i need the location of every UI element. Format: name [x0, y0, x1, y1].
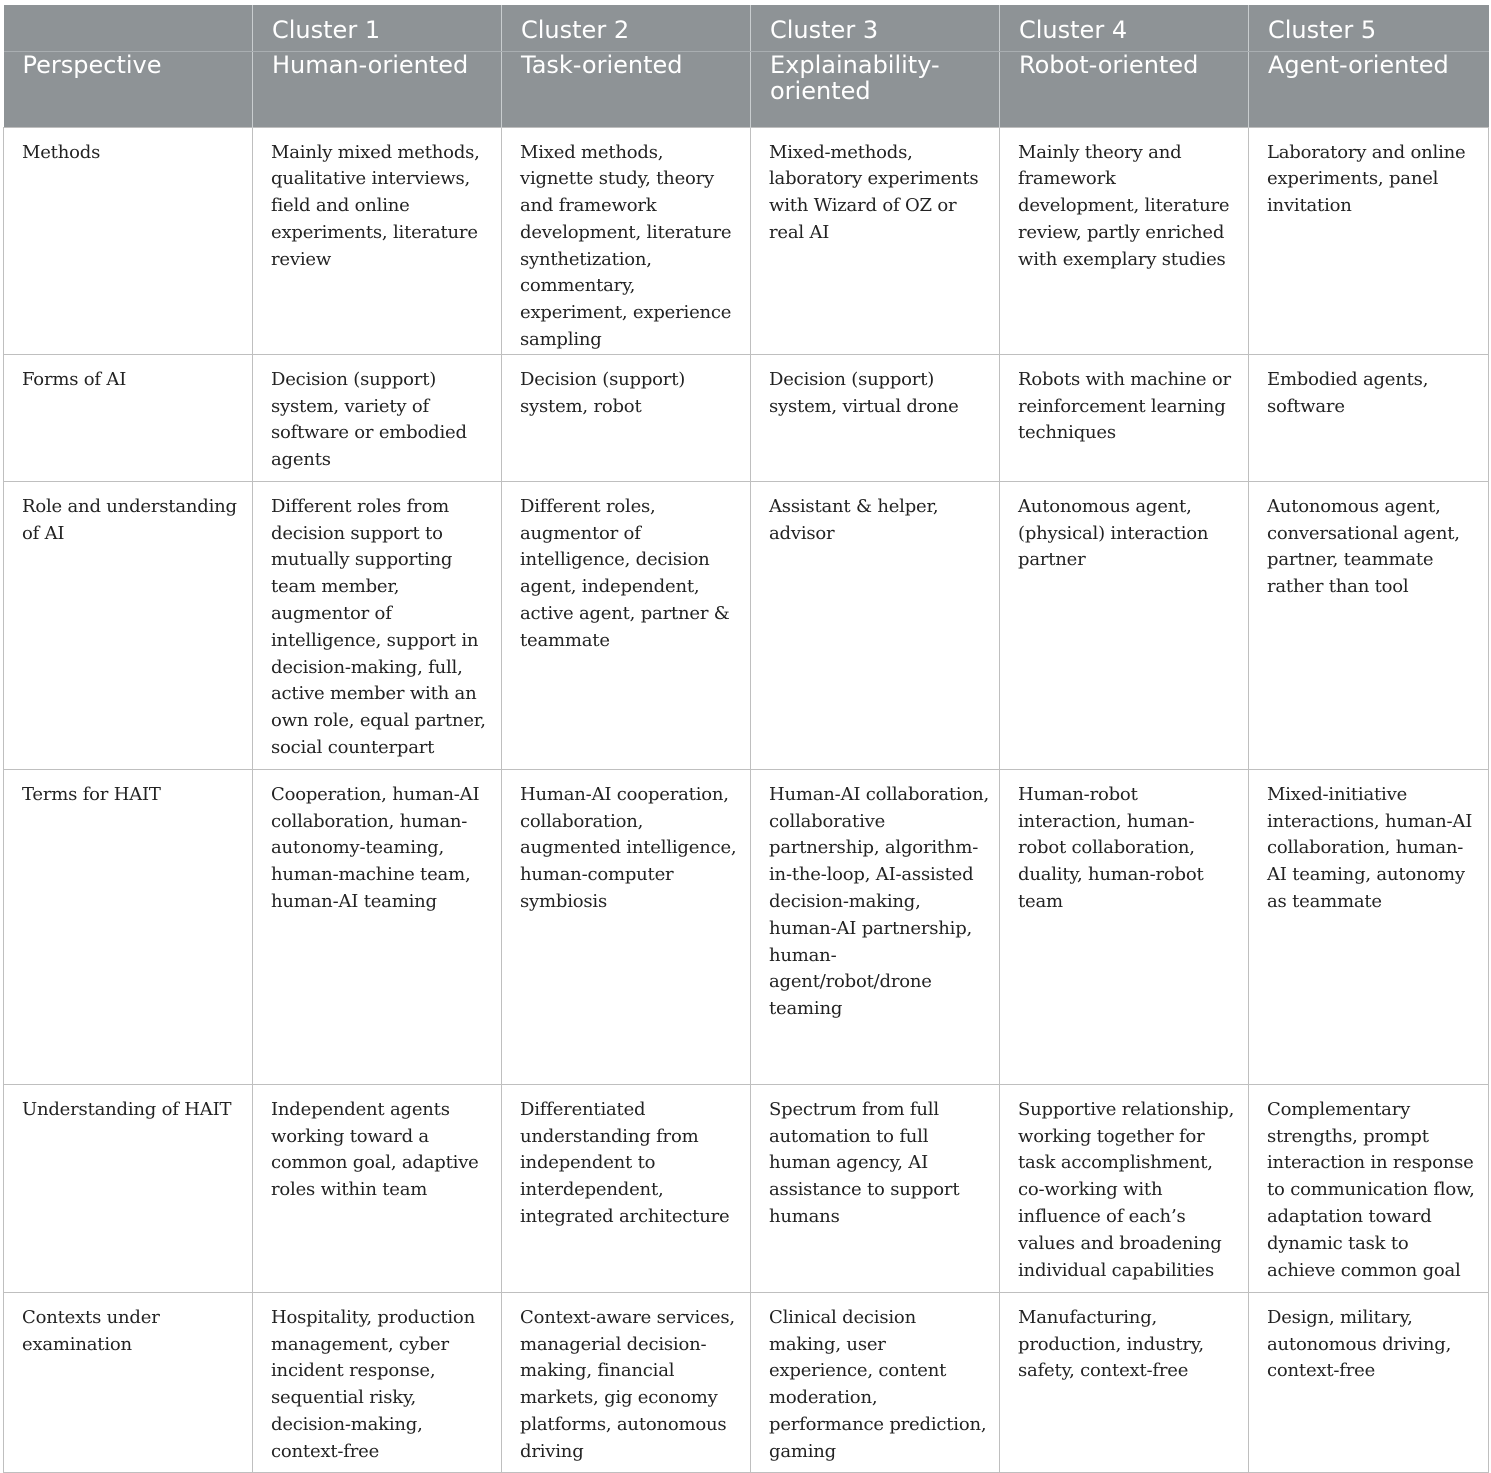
table-cell: Decision (support) system, variety of software or embodied agents	[253, 354, 502, 481]
table-header	[4, 5, 1489, 127]
table-cell: Complementary strengths, prompt interaction in response to communication flow, adaptation toward dynamic task to achieve common goal	[1249, 1084, 1489, 1292]
table-cell: Robots with machine or reinforcement learning techniques	[1000, 354, 1249, 481]
table-cell: Decision (support) system, virtual drone	[751, 354, 1000, 481]
table-cell: Spectrum from full automation to full human agency, AI assistance to support humans	[751, 1084, 1000, 1292]
cluster-comparison-table	[3, 5, 1489, 1473]
row-label: Forms of AI	[4, 354, 253, 481]
table-cell: Autonomous agent, conversational agent, partner, teammate rather than tool	[1249, 481, 1489, 769]
table-cell: Differentiated understanding from independent to interdependent, integrated architecture	[502, 1084, 751, 1292]
table-row-terms-for-hait	[4, 769, 1489, 1084]
table-cell: Manufacturing, production, industry, safety, context-free	[1000, 1292, 1249, 1472]
header-cell-explainability-oriented: Explainability-oriented	[751, 51, 1000, 127]
table-cell: Different roles, augmentor of intelligence, decision agent, independent, active agent, partner & teammate	[502, 481, 751, 769]
table-row-methods	[4, 127, 1489, 354]
header-cell-cluster-4: Cluster 4	[1000, 5, 1249, 51]
table-row-forms-of-ai	[4, 354, 1489, 481]
table-row-understanding-of-hait	[4, 1084, 1489, 1292]
table-cell: Independent agents working toward a common goal, adaptive roles within team	[253, 1084, 502, 1292]
table-cell: Different roles from decision support to mutually supporting team member, augmentor of intelligence, support in decision-making, full, active member with an own role, equal partner, social counterpart	[253, 481, 502, 769]
table-cell: Mixed-initiative interactions, human-AI collaboration, human-AI teaming, autonomy as teammate	[1249, 769, 1489, 1084]
table-cell: Laboratory and online experiments, panel invitation	[1249, 127, 1489, 354]
row-label: Role and understanding of AI	[4, 481, 253, 769]
header-cell-perspective: Perspective	[4, 51, 253, 127]
header-cell-human-oriented: Human-oriented	[253, 51, 502, 127]
header-cell-task-oriented: Task-oriented	[502, 51, 751, 127]
header-cell-blank	[4, 5, 253, 51]
table-body	[4, 127, 1489, 1472]
row-label: Understanding of HAIT	[4, 1084, 253, 1292]
table-cell: Assistant & helper, advisor	[751, 481, 1000, 769]
header-cell-cluster-5: Cluster 5	[1249, 5, 1489, 51]
table-cell: Human-robot interaction, human-robot collaboration, duality, human-robot team	[1000, 769, 1249, 1084]
table-cell: Human-AI collaboration, collaborative partnership, algorithm-in-the-loop, AI-assisted decision-making, human-AI partnership, human-agent/robot/drone teaming	[751, 769, 1000, 1084]
header-cell-agent-oriented: Agent-oriented	[1249, 51, 1489, 127]
table-cell: Mainly mixed methods, qualitative interviews, field and online experiments, literature review	[253, 127, 502, 354]
header-cell-cluster-1: Cluster 1	[253, 5, 502, 51]
header-cell-cluster-3: Cluster 3	[751, 5, 1000, 51]
table-cell: Mixed-methods, laboratory experiments with Wizard of OZ or real AI	[751, 127, 1000, 354]
header-cell-robot-oriented: Robot-oriented	[1000, 51, 1249, 127]
table-cell: Human-AI cooperation, collaboration, augmented intelligence, human-computer symbiosis	[502, 769, 751, 1084]
table-cell: Mainly theory and framework development, literature review, partly enriched with exemplary studies	[1000, 127, 1249, 354]
row-label: Terms for HAIT	[4, 769, 253, 1084]
header-row-clusters	[4, 5, 1489, 51]
table-cell: Embodied agents, software	[1249, 354, 1489, 481]
table-cell: Design, military, autonomous driving, context-free	[1249, 1292, 1489, 1472]
table-cell: Mixed methods, vignette study, theory and framework development, literature synthetization, commentary, experiment, experience sampling	[502, 127, 751, 354]
comparison-table-container	[3, 5, 1488, 1473]
table-cell: Cooperation, human-AI collaboration, human-autonomy-teaming, human-machine team, human-AI teaming	[253, 769, 502, 1084]
table-row-role-of-ai	[4, 481, 1489, 769]
row-label: Methods	[4, 127, 253, 354]
table-cell: Context-aware services, managerial decision-making, financial markets, gig economy platforms, autonomous driving	[502, 1292, 751, 1472]
table-row-contexts	[4, 1292, 1489, 1472]
table-cell: Decision (support) system, robot	[502, 354, 751, 481]
table-cell: Autonomous agent, (physical) interaction partner	[1000, 481, 1249, 769]
header-cell-cluster-2: Cluster 2	[502, 5, 751, 51]
table-cell: Supportive relationship, working together for task accomplishment, co-working with influence of each’s values and broadening individual capabilities	[1000, 1084, 1249, 1292]
table-cell: Hospitality, production management, cyber incident response, sequential risky, decision-making, context-free	[253, 1292, 502, 1472]
header-row-orientations	[4, 51, 1489, 127]
table-cell: Clinical decision making, user experience, content moderation, performance prediction, gaming	[751, 1292, 1000, 1472]
row-label: Contexts under examination	[4, 1292, 253, 1472]
